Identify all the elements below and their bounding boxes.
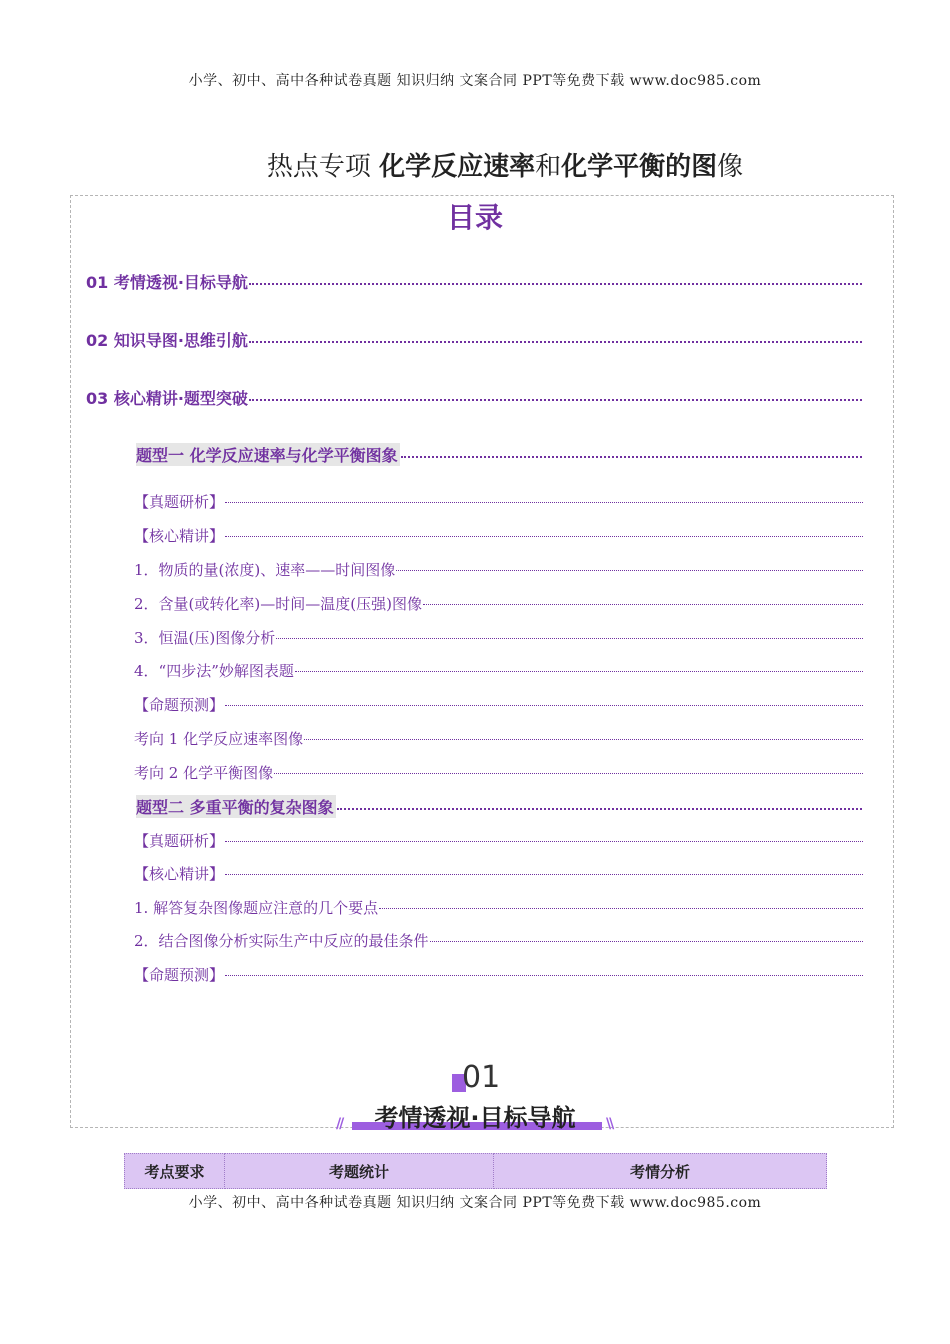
toc-section-01[interactable]	[86, 270, 862, 293]
title-part1: 化学反应速率	[379, 152, 536, 182]
toc-leader	[225, 501, 863, 503]
toc-leader	[249, 282, 862, 285]
toc-item[interactable]	[134, 964, 863, 985]
toc-item-label: 【核心精讲】	[134, 865, 225, 883]
toc-leader	[274, 772, 863, 774]
title-mid: 和	[535, 152, 562, 182]
toc-leader	[423, 603, 863, 605]
toc-item[interactable]	[134, 694, 863, 715]
toc-item-label: 2．含量(或转化率)—时间—温度(压强)图像	[134, 595, 422, 613]
document-title	[0, 146, 950, 183]
toc-leader	[295, 670, 863, 672]
toc-leader	[225, 840, 863, 842]
toc-item-label: 1. 解答复杂图像题应注意的几个要点	[134, 899, 379, 917]
page-header: 小学、初中、高中各种试卷真题 知识归纳 文案合同 PPT等免费下载 www.doc985.com	[188, 73, 762, 89]
toc-item[interactable]	[134, 863, 863, 884]
toc-item-label: 3．恒温(压)图像分析	[134, 629, 276, 647]
toc-leader	[401, 455, 862, 458]
toc-topic-1[interactable]	[136, 443, 862, 466]
toc-topic-label: 题型二 多重平衡的复杂图象	[136, 795, 336, 818]
toc-item-label: 【真题研析】	[134, 493, 225, 511]
toc-section-label: 01 考情透视·目标导航	[86, 273, 248, 292]
toc-item[interactable]	[134, 728, 863, 749]
toc-item[interactable]	[134, 525, 863, 546]
toc-item[interactable]	[134, 930, 863, 951]
toc-leader	[396, 569, 863, 571]
section-title: 考情透视·目标导航	[374, 1104, 576, 1132]
toc-item-label: 4．“四步法”妙解图表题	[134, 662, 294, 680]
toc-leader	[379, 907, 863, 909]
toc-item-label: 2．结合图像分析实际生产中反应的最佳条件	[134, 932, 429, 950]
toc-item-label: 【命题预测】	[134, 966, 225, 984]
toc-item-label: 【核心精讲】	[134, 527, 225, 545]
toc-leader	[276, 637, 863, 639]
toc-leader	[337, 807, 862, 810]
toc-item-label: 【真题研析】	[134, 832, 225, 850]
title-prefix: 热点专项	[266, 152, 380, 182]
toc-item[interactable]	[134, 897, 863, 918]
table-header-row	[125, 1154, 827, 1189]
table-header-cell: 考点要求	[125, 1154, 225, 1189]
toc-item[interactable]	[134, 660, 863, 681]
toc-heading: 目录	[446, 201, 503, 234]
toc-leader	[249, 340, 862, 343]
toc-leader	[304, 738, 863, 740]
toc-item-label: 考向 2 化学平衡图像	[134, 764, 274, 782]
title-part2: 化学平衡的图	[561, 152, 718, 182]
section-slash-right: \\	[606, 1116, 613, 1132]
page-footer: 小学、初中、高中各种试卷真题 知识归纳 文案合同 PPT等免费下载 www.doc985.com	[188, 1195, 762, 1211]
toc-item[interactable]	[134, 627, 863, 648]
toc-topic-2[interactable]	[136, 795, 862, 818]
toc-topic-label: 题型一 化学反应速率与化学平衡图象	[136, 443, 400, 466]
toc-item-label: 1．物质的量(浓度)、速率——时间图像	[134, 561, 396, 579]
toc-leader	[225, 535, 863, 537]
toc-leader	[430, 940, 863, 942]
section-number: 01	[462, 1060, 501, 1095]
toc-section-label: 02 知识导图·思维引航	[86, 331, 248, 350]
toc-leader	[249, 398, 862, 401]
toc-leader	[225, 873, 863, 875]
toc-item[interactable]	[134, 491, 863, 512]
exam-analysis-table	[124, 1153, 827, 1189]
toc-leader	[225, 974, 863, 976]
toc-item-label: 考向 1 化学反应速率图像	[134, 730, 304, 748]
toc-section-label: 03 核心精讲·题型突破	[86, 389, 248, 408]
table-header-cell: 考情分析	[494, 1154, 827, 1189]
toc-section-02[interactable]	[86, 328, 862, 351]
toc-item[interactable]	[134, 762, 863, 783]
table-header-cell: 考题统计	[225, 1154, 494, 1189]
toc-section-03[interactable]	[86, 386, 862, 409]
toc-item-label: 【命题预测】	[134, 696, 225, 714]
section-slash-left: //	[336, 1116, 343, 1132]
toc-item[interactable]	[134, 593, 863, 614]
title-suffix: 像	[717, 152, 744, 182]
toc-item[interactable]	[134, 830, 863, 851]
toc-item[interactable]	[134, 559, 863, 580]
toc-leader	[225, 704, 863, 706]
